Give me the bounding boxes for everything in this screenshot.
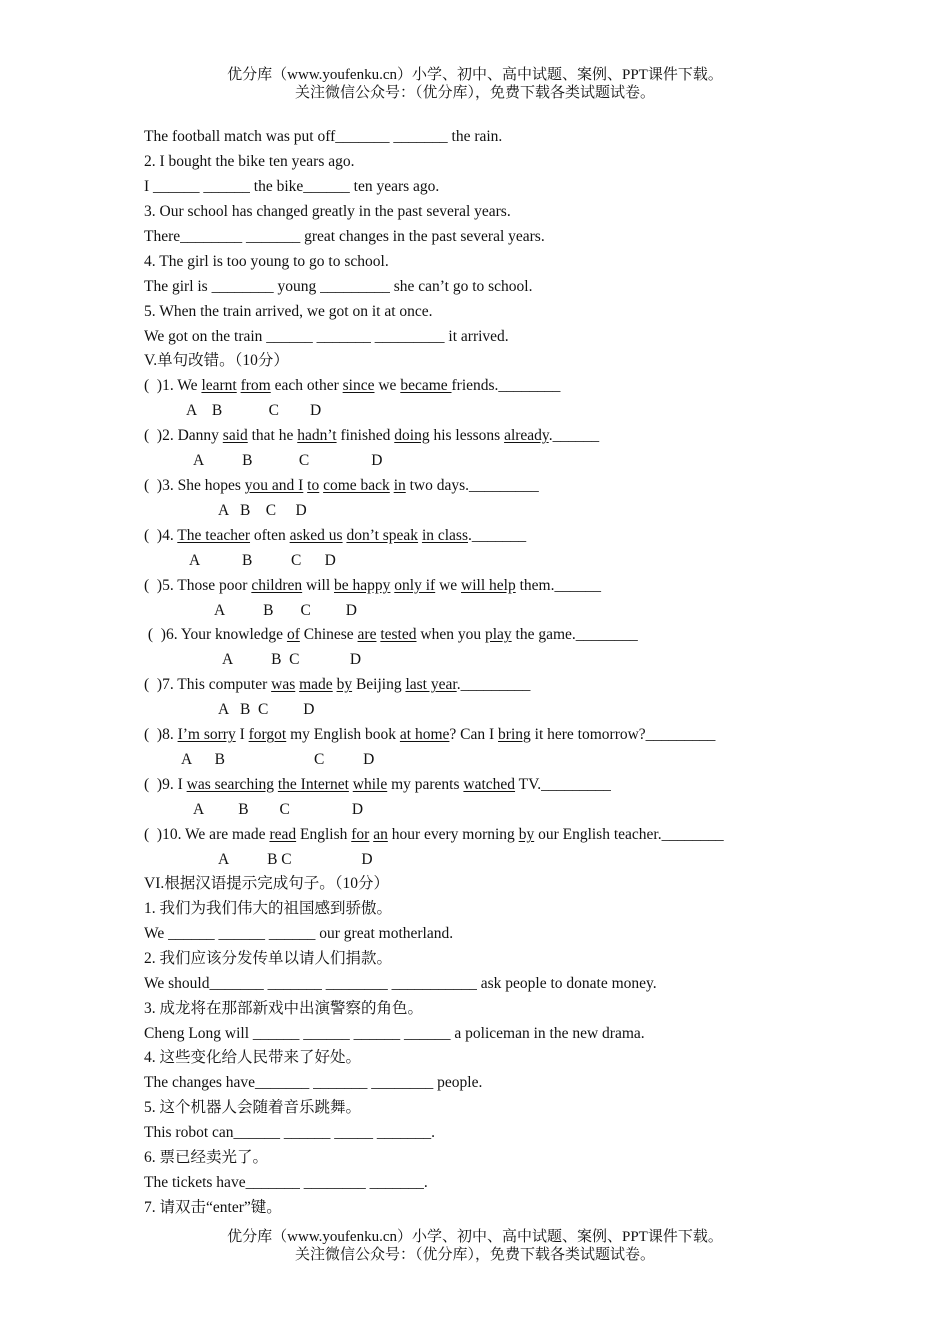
translation-prompt: 2. 我们应该分发传单以请人们捐款。 — [144, 950, 393, 967]
footer-line-1: 优分库（www.youfenku.cn）小学、初中、高中试题、案例、PPT课件下载。 — [227, 1229, 723, 1245]
question-5: ( )5. Those poor children will be happy only if we will help them.______ — [144, 577, 601, 594]
translation-answer: This robot can______ ______ _____ _______. — [144, 1124, 436, 1141]
option-letters: A B C D — [193, 452, 383, 469]
footer-line-2: 关注微信公众号：（优分库），免费下载各类试题试卷。 — [294, 1247, 655, 1263]
section-title: VI.根据汉语提示完成句子。（10分） — [144, 875, 389, 892]
header-line-1: 优分库（www.youfenku.cn）小学、初中、高中试题、案例、PPT课件下载。 — [227, 67, 723, 83]
translation-prompt: 5. 这个机器人会随着音乐跳舞。 — [144, 1099, 362, 1116]
rewrite-line: 3. Our school has changed greatly in the past several years. — [144, 203, 511, 220]
option-letters: A B C D — [193, 801, 364, 818]
translation-answer: We ______ ______ ______ our great motherland. — [144, 925, 454, 942]
question-10: ( )10. We are made read English for an hour every morning by our English teacher.________ — [144, 826, 724, 843]
rewrite-line: There________ _______ great changes in the past several years. — [144, 228, 545, 245]
translation-answer: The changes have_______ _______ ________ people. — [144, 1074, 483, 1091]
translation-answer: We should_______ _______ ________ ___________ ask people to donate money. — [144, 975, 657, 992]
rewrite-line: 2. I bought the bike ten years ago. — [144, 153, 355, 170]
question-2: ( )2. Danny said that he hadn’t finished doing his lessons already.______ — [144, 427, 600, 444]
question-1: ( )1. We learnt from each other since we became friends.________ — [144, 377, 561, 394]
option-letters: A B C D — [218, 502, 307, 519]
translation-answer: The tickets have_______ ________ _______. — [144, 1174, 428, 1191]
option-letters: A B C D — [181, 751, 375, 768]
rewrite-line: I ______ ______ the bike______ ten years ago. — [144, 178, 440, 195]
option-letters: A B C D — [186, 402, 322, 419]
option-letters: A B C D — [222, 651, 362, 668]
question-8: ( )8. I’m sorry I forgot my English book at home? Can I bring it here tomorrow?_________ — [144, 726, 716, 743]
rewrite-line: 4. The girl is too young to go to school. — [144, 253, 389, 270]
question-6: ( )6. Your knowledge of Chinese are tested when you play the game.________ — [144, 626, 638, 643]
translation-prompt: 4. 这些变化给人民带来了好处。 — [144, 1049, 362, 1066]
option-letters: A B C D — [218, 851, 373, 868]
section-title: V.单句改错。（10分） — [144, 352, 289, 369]
rewrite-line: The girl is ________ young _________ she can’t go to school. — [144, 278, 533, 295]
translation-prompt: 7. 请双击“enter”键。 — [144, 1199, 282, 1216]
page-header — [0, 66, 950, 102]
rewrite-line: The football match was put off_______ _______ the rain. — [144, 128, 503, 145]
question-9: ( )9. I was searching the Internet while my parents watched TV._________ — [144, 776, 611, 793]
header-line-2: 关注微信公众号：（优分库），免费下载各类试题试卷。 — [294, 85, 655, 101]
option-letters: A B C D — [214, 602, 357, 619]
option-letters: A B C D — [218, 701, 315, 718]
translation-prompt: 3. 成龙将在那部新戏中出演警察的角色。 — [144, 1000, 424, 1017]
rewrite-line: 5. When the train arrived, we got on it at once. — [144, 303, 433, 320]
option-letters: A B C D — [189, 552, 336, 569]
translation-prompt: 6. 票已经卖光了。 — [144, 1149, 269, 1166]
page-footer — [0, 1228, 950, 1264]
translation-prompt: 1. 我们为我们伟大的祖国感到骄傲。 — [144, 900, 393, 917]
rewrite-line: We got on the train ______ _______ _________ it arrived. — [144, 328, 509, 345]
question-4: ( )4. The teacher often asked us don’t speak in class._______ — [144, 527, 527, 544]
translation-answer: Cheng Long will ______ ______ ______ ______ a policeman in the new drama. — [144, 1025, 645, 1042]
question-3: ( )3. She hopes you and I to come back in two days._________ — [144, 477, 539, 494]
question-7: ( )7. This computer was made by Beijing last year._________ — [144, 676, 531, 693]
